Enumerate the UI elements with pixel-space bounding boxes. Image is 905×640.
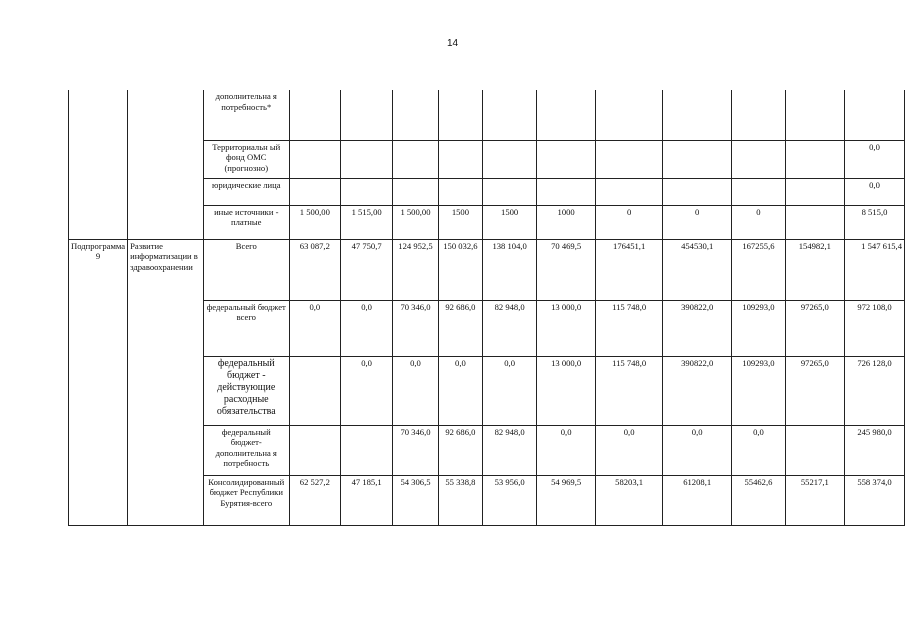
value-cell: 61208,1 xyxy=(663,475,732,525)
value-cell: 92 686,0 xyxy=(438,300,482,356)
value-cell xyxy=(340,140,392,178)
funding-source-cell: иные источники - платные xyxy=(203,205,289,239)
value-cell: 58203,1 xyxy=(596,475,663,525)
value-cell: 54 969,5 xyxy=(537,475,596,525)
value-cell: 124 952,5 xyxy=(393,239,438,300)
value-cell xyxy=(537,90,596,140)
value-cell: 558 374,0 xyxy=(845,475,905,525)
value-cell xyxy=(663,90,732,140)
funding-source-cell: Консолидированный бюджет Республики Бурятия-всего xyxy=(203,475,289,525)
value-cell: 0 xyxy=(732,205,786,239)
value-cell: 55462,6 xyxy=(732,475,786,525)
funding-source-cell: юридические лица xyxy=(203,178,289,205)
value-cell xyxy=(340,425,392,475)
value-cell xyxy=(340,178,392,205)
value-cell xyxy=(393,90,438,140)
value-cell: 0,0 xyxy=(483,356,537,425)
value-cell: 0,0 xyxy=(289,300,340,356)
value-cell xyxy=(483,140,537,178)
value-cell xyxy=(663,178,732,205)
value-cell xyxy=(596,140,663,178)
value-cell: 109293,0 xyxy=(732,356,786,425)
value-cell xyxy=(289,90,340,140)
value-cell: 55217,1 xyxy=(785,475,844,525)
value-cell xyxy=(785,205,844,239)
funding-source-cell: Территориальн ый фонд ОМС (прогнозно) xyxy=(203,140,289,178)
value-cell: 0,0 xyxy=(438,356,482,425)
value-cell: 138 104,0 xyxy=(483,239,537,300)
value-cell: 390822,0 xyxy=(663,356,732,425)
value-cell xyxy=(785,425,844,475)
value-cell xyxy=(289,356,340,425)
funding-source-cell: Всего xyxy=(203,239,289,300)
value-cell: 150 032,6 xyxy=(438,239,482,300)
budget-table-body xyxy=(69,90,905,525)
value-cell xyxy=(596,90,663,140)
value-cell: 70 346,0 xyxy=(393,425,438,475)
value-cell xyxy=(289,178,340,205)
value-cell: 167255,6 xyxy=(732,239,786,300)
value-cell xyxy=(845,90,905,140)
budget-table xyxy=(68,90,905,526)
value-cell: 109293,0 xyxy=(732,300,786,356)
value-cell xyxy=(289,425,340,475)
table-row xyxy=(69,239,905,300)
value-cell: 245 980,0 xyxy=(845,425,905,475)
subprogram-name-cell xyxy=(128,90,204,239)
value-cell: 70 469,5 xyxy=(537,239,596,300)
subprogram-number-cell xyxy=(69,90,128,239)
value-cell xyxy=(732,90,786,140)
value-cell: 0,0 xyxy=(340,356,392,425)
value-cell: 63 087,2 xyxy=(289,239,340,300)
value-cell: 154982,1 xyxy=(785,239,844,300)
value-cell: 54 306,5 xyxy=(393,475,438,525)
value-cell: 0,0 xyxy=(596,425,663,475)
value-cell: 176451,1 xyxy=(596,239,663,300)
value-cell xyxy=(438,90,482,140)
value-cell xyxy=(785,140,844,178)
subprogram-number-cell: Подпрограмма 9 xyxy=(69,239,128,525)
value-cell xyxy=(483,90,537,140)
value-cell xyxy=(537,140,596,178)
funding-source-cell: федеральный бюджет всего xyxy=(203,300,289,356)
value-cell: 13 000,0 xyxy=(537,356,596,425)
value-cell: 8 515,0 xyxy=(845,205,905,239)
value-cell: 0,0 xyxy=(732,425,786,475)
value-cell: 13 000,0 xyxy=(537,300,596,356)
funding-source-cell: федеральный бюджет-дополнительна я потребность xyxy=(203,425,289,475)
value-cell: 1500 xyxy=(483,205,537,239)
value-cell: 0,0 xyxy=(537,425,596,475)
value-cell: 390822,0 xyxy=(663,300,732,356)
value-cell: 0,0 xyxy=(393,356,438,425)
value-cell xyxy=(732,140,786,178)
value-cell: 55 338,8 xyxy=(438,475,482,525)
value-cell: 1 500,00 xyxy=(393,205,438,239)
value-cell: 0 xyxy=(596,205,663,239)
value-cell xyxy=(537,178,596,205)
value-cell xyxy=(483,178,537,205)
value-cell: 454530,1 xyxy=(663,239,732,300)
value-cell: 47 185,1 xyxy=(340,475,392,525)
value-cell xyxy=(289,140,340,178)
value-cell xyxy=(785,178,844,205)
value-cell: 115 748,0 xyxy=(596,300,663,356)
value-cell xyxy=(340,90,392,140)
page-number: 14 xyxy=(446,38,459,49)
subprogram-name-cell: Развитие информатизации в здравоохранении xyxy=(128,239,204,525)
value-cell xyxy=(393,140,438,178)
value-cell: 1 547 615,4 xyxy=(845,239,905,300)
table-row xyxy=(69,90,905,140)
value-cell: 82 948,0 xyxy=(483,425,537,475)
value-cell: 0,0 xyxy=(845,178,905,205)
funding-source-cell: федеральный бюджет - действующие расходные обязательства xyxy=(203,356,289,425)
value-cell: 97265,0 xyxy=(785,356,844,425)
value-cell: 1 515,00 xyxy=(340,205,392,239)
value-cell xyxy=(785,90,844,140)
value-cell xyxy=(438,140,482,178)
value-cell xyxy=(663,140,732,178)
value-cell: 1500 xyxy=(438,205,482,239)
value-cell: 1000 xyxy=(537,205,596,239)
value-cell: 82 948,0 xyxy=(483,300,537,356)
value-cell: 53 956,0 xyxy=(483,475,537,525)
value-cell: 92 686,0 xyxy=(438,425,482,475)
value-cell: 0,0 xyxy=(340,300,392,356)
value-cell xyxy=(732,178,786,205)
value-cell xyxy=(438,178,482,205)
value-cell: 726 128,0 xyxy=(845,356,905,425)
value-cell xyxy=(393,178,438,205)
value-cell: 0 xyxy=(663,205,732,239)
value-cell: 62 527,2 xyxy=(289,475,340,525)
value-cell: 0,0 xyxy=(663,425,732,475)
value-cell: 47 750,7 xyxy=(340,239,392,300)
value-cell: 70 346,0 xyxy=(393,300,438,356)
value-cell: 1 500,00 xyxy=(289,205,340,239)
value-cell: 115 748,0 xyxy=(596,356,663,425)
value-cell xyxy=(596,178,663,205)
value-cell: 972 108,0 xyxy=(845,300,905,356)
value-cell: 0,0 xyxy=(845,140,905,178)
funding-source-cell: дополнительна я потребность* xyxy=(203,90,289,140)
value-cell: 97265,0 xyxy=(785,300,844,356)
